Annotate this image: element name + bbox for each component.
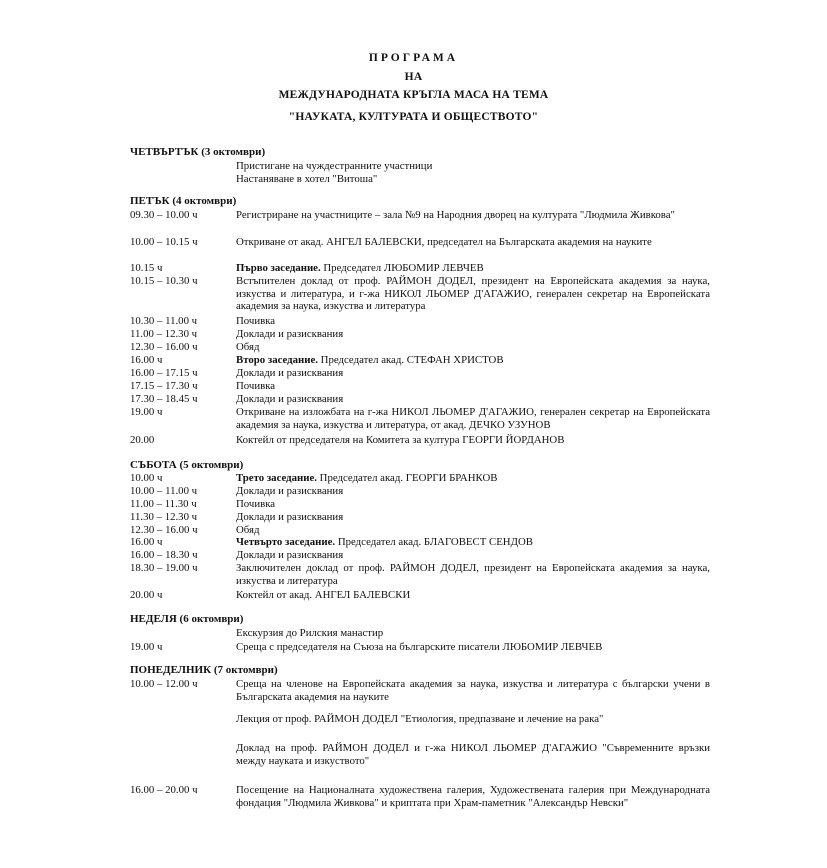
day-name: НЕДЕЛЯ: [130, 613, 177, 625]
day-heading-friday: [130, 195, 236, 207]
day-heading-monday: [130, 664, 278, 676]
day-date: (5 октомври): [179, 459, 244, 471]
day-heading-thursday: [130, 146, 265, 158]
program-subtitle: МЕЖДУНАРОДНАТА КРЪГЛА МАСА НА ТЕМА: [278, 89, 549, 101]
program-theme: "НАУКАТА, КУЛТУРАТА И ОБЩЕСТВОТО": [288, 111, 539, 123]
day-date: (7 октомври): [213, 664, 278, 676]
program-title-na: НА: [404, 71, 423, 83]
day-date: (3 октомври): [201, 146, 266, 158]
day-date: (6 октомври): [179, 613, 244, 625]
day-date: (4 октомври): [172, 195, 237, 207]
day-name: ПЕТЪК: [130, 195, 170, 207]
day-name: ПОНЕДЕЛНИК: [130, 664, 212, 676]
day-name: СЪБОТА: [130, 459, 177, 471]
program-title: ПРОГРАМА: [368, 52, 459, 64]
program-page: ПРОГРАМА НА МЕЖДУНАРОДНАТА КРЪГЛА МАСА НА ТЕМА "НАУКАТА, КУЛТУРАТА И ОБЩЕСТВОТО" ЧЕТВЪРТЪК (3 октомври) Пристигане на чуждестранните участници Настаняване в хотел "Витоша" ПЕТЪК (4 октомври) 09.30 – 10.00 ч Регистриране на участниците – зала №9 на Народния дворец на културата "Людмила Живкова" 10.00 – 10.15 ч Откриване от акад. АНГЕЛ БАЛЕВСКИ, председател на Българската академия на науките 10.15 ч Първо заседание. Председател ЛЮБОМИР ЛЕВЧЕВ 10.15 – 10.30 ч Встъпителен доклад от проф. РАЙМОН ДОДЕЛ, президент на Европейската академия за наука, изкуства и литература, и г-жа НИКОЛ ЛЬОМЕР Д'АГАЖИО, генерален секретар на Европейската академия за наука, изкуства и литература 10.30 – 11.00 ч Почивка 11.00 – 12.30 ч Доклади и разисквания 12.30 – 16.00 ч Обяд 16.00 ч Второ заседание. Председател акад. СТЕФАН ХРИСТОВ 16.00 – 17.15 ч Доклади и разисквания 17.15 – 17.30 ч Почивка 17.30 – 18.45 ч Доклади и разисквания 19.00 ч Откриване на изложбата на г-жа НИКОЛ ЛЬОМЕР Д'АГАЖИО, генерален секретар на Европейската академия за наука, изкуства и литература, от акад. ДЕЧКО УЗУНОВ 20.00 Коктейл от председателя на Комитета за култура ГЕОРГИ ЙОРДАНОВ СЪБОТА (5 октомври) 10.00 ч Трето заседание. Председател акад. ГЕОРГИ БРАНКОВ 10.00 – 11.00 ч Доклади и разисквания 11.00 – 11.30 ч Почивка 11.30 – 12.30 ч Доклади и разисквания 12.30 – 16.00 ч Обяд 16.00 ч Четвърто заседание. Председател акад. БЛАГОВЕСТ СЕНДОВ 16.00 – 18.30 ч Доклади и разисквания 18.30 – 19.00 ч Заключителен доклад от проф. РАЙМОН ДОДЕЛ, президент на Европейската академия за наука, изкуства и литература 20.00 ч Коктейл от акад. АНГЕЛ БАЛЕВСКИ НЕДЕЛЯ (6 октомври) Екскурзия до Рилския манастир 19.00 ч Среща с председателя на Съюза на българските писатели ЛЮБОМИР ЛЕВЧЕВ ПОНЕДЕЛНИК (7 октомври) 10.00 – 12.00 ч Среща на членове на Европейската академия за наука, изкуства и литература с български учени в Българската академия на науките Лекция от проф. РАЙМОН ДОДЕЛ "Етиология, предпазване и лечение на рака" Доклад на проф. РАЙМОН ДОДЕЛ и г-жа НИКОЛ ЛЬОМЕР Д'АГАЖИО "Съвременните връзки между науката и изкуството" 16.00 – 20.00 ч Посещение на Националната художествена галерия, Художествената галерия при Международната фондация "Людмила Живкова" и криптата при Храм-паметник "Александър Невски": [0, 0, 827, 868]
day-heading-sunday: [130, 613, 243, 625]
day-name: ЧЕТВЪРТЪК: [130, 146, 199, 158]
day-heading-saturday: [130, 459, 243, 471]
